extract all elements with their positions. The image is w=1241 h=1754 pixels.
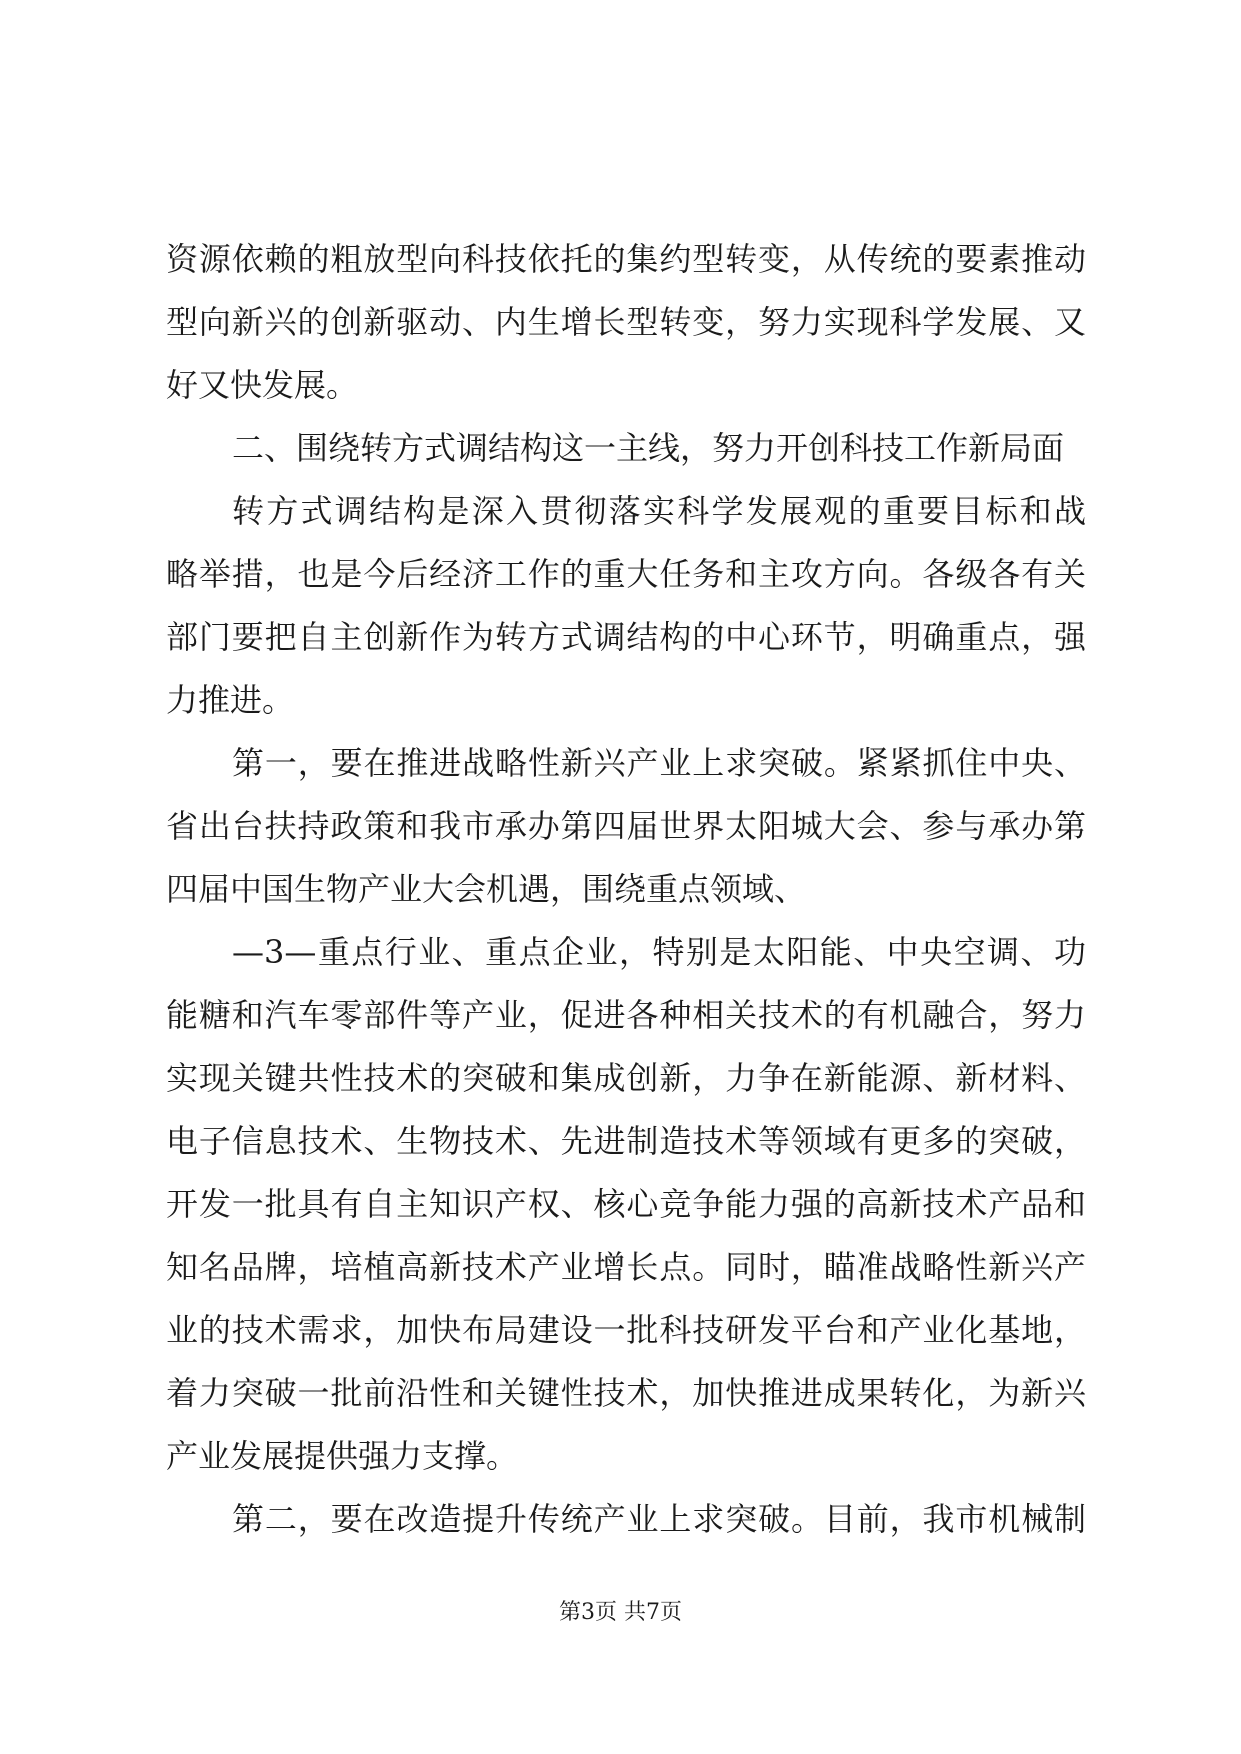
text-line: 第一，要在推进战略性新兴产业上求突破。紧紧抓住中央、 xyxy=(232,744,1086,782)
text-line: 部门要把自主创新作为转方式调结构的中心环节，明确重点，强 xyxy=(166,618,1086,656)
text-line: 业的技术需求，加快布局建设一批科技研发平台和产业化基地， xyxy=(166,1311,1086,1349)
text-line: 知名品牌，培植高新技术产业增长点。同时，瞄准战略性新兴产 xyxy=(166,1248,1086,1286)
text-line: 实现关键共性技术的突破和集成创新，力争在新能源、新材料、 xyxy=(166,1059,1086,1097)
text-line: 电子信息技术、生物技术、先进制造技术等领域有更多的突破， xyxy=(166,1122,1086,1160)
text-line: 省出台扶持政策和我市承办第四届世界太阳城大会、参与承办第 xyxy=(166,807,1086,845)
section-heading: 二、围绕转方式调结构这一主线，努力开创科技工作新局面 xyxy=(232,429,1065,467)
text-line: 产业发展提供强力支撑。 xyxy=(166,1437,519,1475)
text-line: 四届中国生物产业大会机遇，围绕重点领域、 xyxy=(166,870,807,908)
body-text xyxy=(166,228,1086,1551)
text-line: 开发一批具有自主知识产权、核心竞争能力强的高新技术产品和 xyxy=(166,1185,1086,1223)
text-line: 型向新兴的创新驱动、内生增长型转变，努力实现科学发展、又 xyxy=(166,303,1086,341)
text-line: 转方式调结构是深入贯彻落实科学发展观的重要目标和战 xyxy=(232,492,1086,530)
text-line: 着力突破一批前沿性和关键性技术，加快推进成果转化，为新兴 xyxy=(166,1374,1086,1412)
text-line: 好又快发展。 xyxy=(166,366,359,404)
text-line: 第二，要在改造提升传统产业上求突破。目前，我市机械制 xyxy=(232,1500,1086,1538)
text-line: 能糖和汽车零部件等产业，促进各种相关技术的有机融合，努力 xyxy=(166,996,1086,1034)
text-line: 资源依赖的粗放型向科技依托的集约型转变，从传统的要素推动 xyxy=(166,240,1086,278)
text-line: 力推进。 xyxy=(166,681,295,719)
page-footer: 第3页 共7页 xyxy=(559,1600,682,1625)
text-line: 略举措，也是今后经济工作的重大任务和主攻方向。各级各有关 xyxy=(166,555,1086,593)
text-line: —3—重点行业、重点企业，特别是太阳能、中央空调、功 xyxy=(232,933,1086,971)
